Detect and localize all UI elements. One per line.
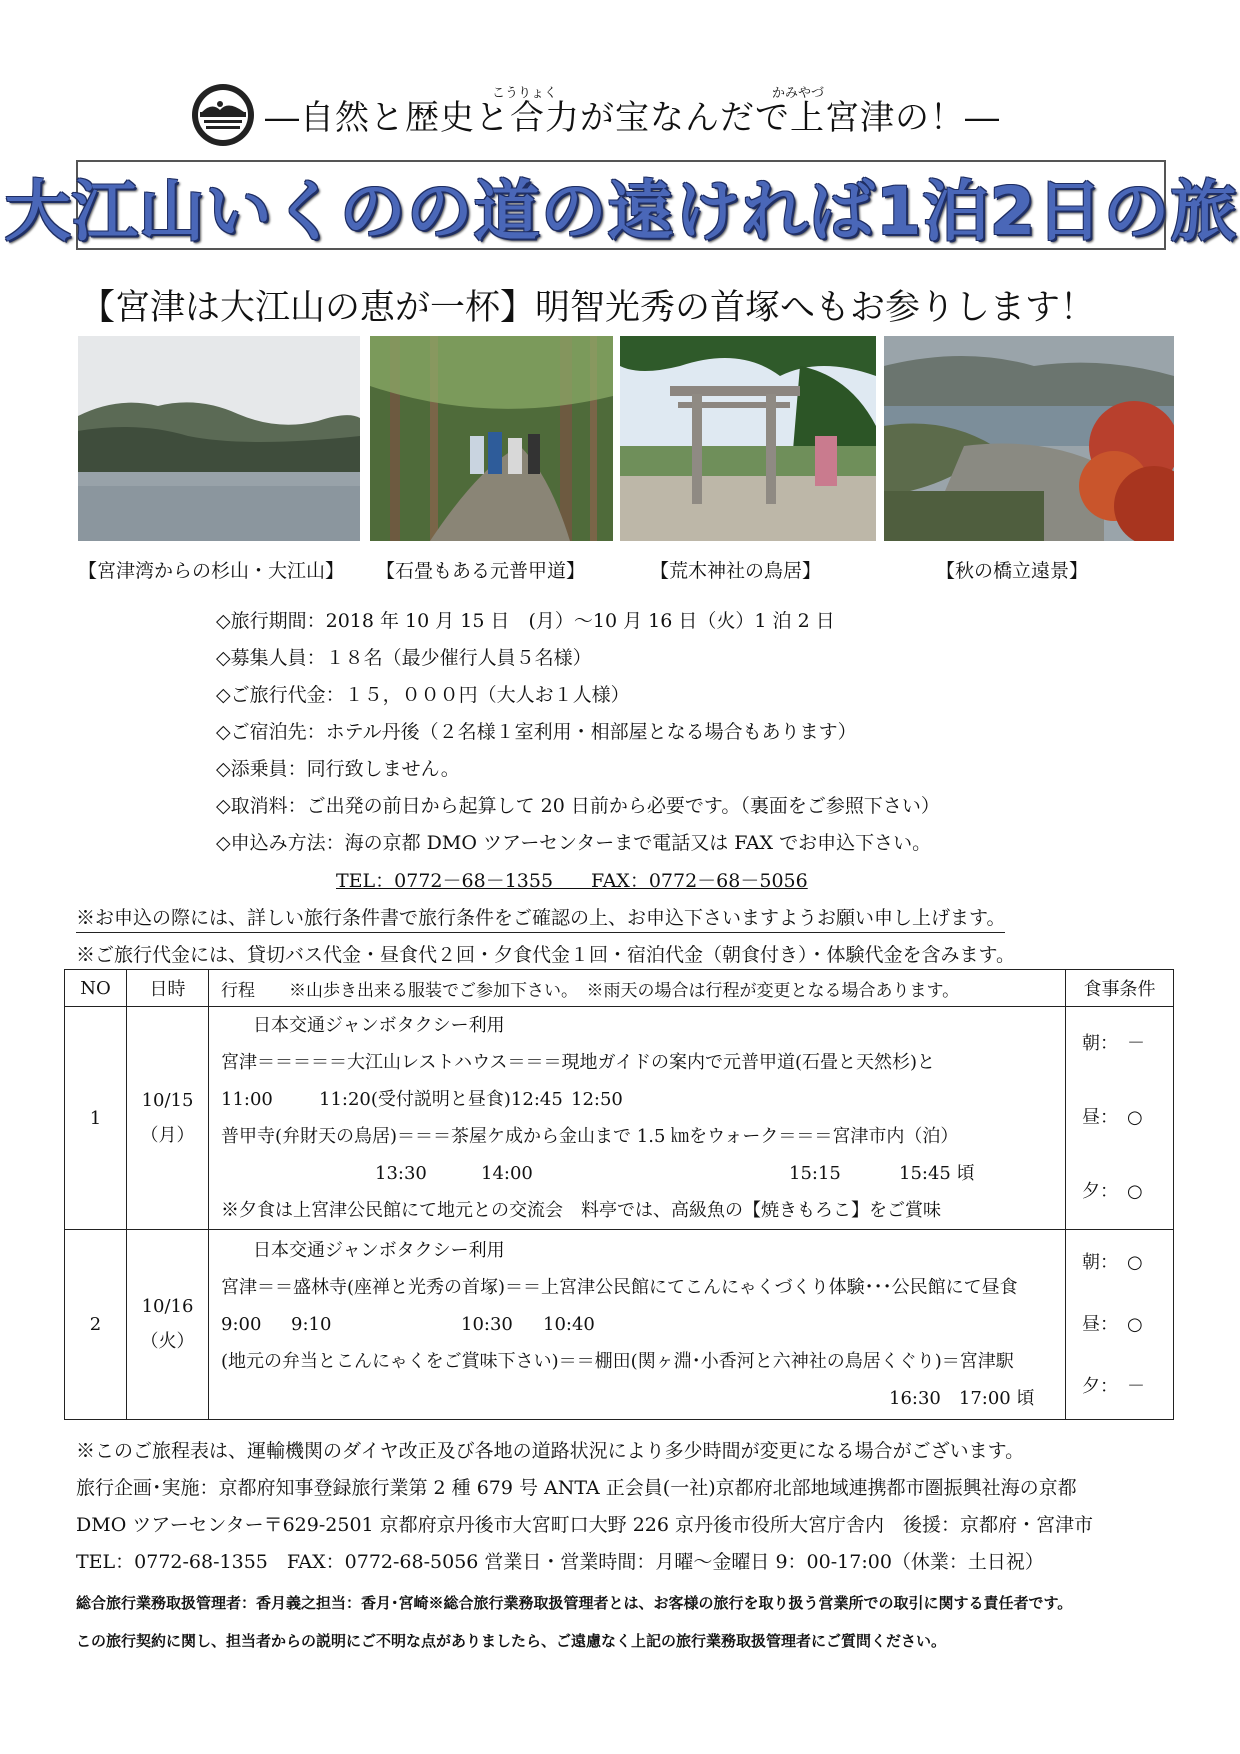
photo-caption-3: 【荒木神社の鳥居】 xyxy=(650,560,822,582)
time: 16:30 17:00 頃 xyxy=(889,1388,1035,1409)
schedule-times xyxy=(209,1380,1065,1417)
meal-lunch: 昼： ○ xyxy=(1082,1107,1143,1128)
row-number: 2 xyxy=(65,1230,127,1420)
furigana-kouryoku: こうりょく xyxy=(492,86,558,101)
photo-araki-shrine-torii xyxy=(620,336,876,541)
row-weekday: （月） xyxy=(140,1124,195,1146)
header-schedule: 行程 ※山歩き出来る服装でご参加下さい。 ※雨天の場合は行程が変更となる場合あります。 xyxy=(209,970,1066,1007)
time: 13:30 xyxy=(375,1163,427,1184)
meal-breakfast: 朝： ○ xyxy=(1082,1251,1143,1273)
schedule-route: (地元の弁当とこんにゃくをご賞味下さい)＝＝棚田(関ヶ淵･小香河と六神社の鳥居くぐり)＝宮津駅 xyxy=(221,1351,1014,1372)
note-application: ※お申込の際には、詳しい旅行条件書で旅行条件をご確認の上、お申込下さいますようお願い申し上げます。 xyxy=(76,903,1005,933)
row-number: 1 xyxy=(65,1007,127,1230)
schedule-route: 宮津＝＝＝＝＝大江山レストハウス＝＝＝現地ガイドの案内で元普甲道(石畳と天然杉)と xyxy=(221,1052,936,1073)
table-row xyxy=(65,1007,1174,1230)
row-schedule xyxy=(209,1007,1066,1230)
page-title: 大江山いくのの道の遠ければ1泊2日の旅 xyxy=(4,172,1238,250)
row-date-value: 10/15 xyxy=(141,1089,194,1111)
time: 9:00 xyxy=(221,1314,262,1335)
schedule-route: 普甲寺(弁財天の鳥居)＝＝＝茶屋ケ成から金山まで 1.5 ㎞をウォーク＝＝＝宮津市内（泊） xyxy=(221,1126,959,1147)
photo-caption-4: 【秋の橋立遠景】 xyxy=(936,560,1089,582)
footer-travel-manager: 総合旅行業務取扱管理者：香月義之担当：香月･宮崎※総合旅行業務取扱管理者とは、お客様の旅行を取り扱う営業所での取引に関する責任者です。 xyxy=(76,1594,1073,1612)
schedule-times xyxy=(209,1306,1065,1343)
detail-travel-period: ◇旅行期間：2018 年 10 月 15 日 (月）～10 月 16 日（火）1 泊 2 日 xyxy=(216,610,835,632)
photo-miyazu-bay xyxy=(78,336,360,541)
table-header-row xyxy=(65,970,1174,1007)
time: 11:20(受付説明と昼食)12:45 xyxy=(319,1089,563,1110)
time: 10:40 xyxy=(543,1314,595,1335)
schedule-times xyxy=(209,1081,1065,1118)
note-price-includes: ※ご旅行代金には、貸切バス代金・昼食代２回・夕食代金１回・宿泊代金（朝食付き）・体験代金を含みます。 xyxy=(76,944,1015,966)
schedule-route: 宮津＝＝盛林寺(座禅と光秀の首塚)＝＝上宮津公民館にてこんにゃくづくり体験･･･公民館にて昼食 xyxy=(221,1277,1018,1298)
photo-stone-path xyxy=(370,336,613,541)
footer-inquiry-note: この旅行契約に関し、担当者からの説明にご不明な点がありましたら、ご遠慮なく上記の旅行業務取扱管理者にご質問ください。 xyxy=(76,1632,947,1650)
detail-capacity: ◇募集人員：１８名（最少催行人員５名様） xyxy=(216,647,592,669)
time: 10:30 xyxy=(461,1314,513,1335)
footer-organizer: 旅行企画･実施：京都府知事登録旅行業第 2 種 679 号 ANTA 正会員(一社)京都府北部地域連携都市圏振興社海の京都 xyxy=(76,1477,1077,1499)
header-no: NO xyxy=(65,970,127,1007)
table-row xyxy=(65,1230,1174,1420)
detail-accommodation: ◇ご宿泊先：ホテル丹後（２名様１室利用・相部屋となる場合もあります） xyxy=(216,721,857,743)
meal-dinner: 夕： － xyxy=(1082,1375,1145,1397)
time: 15:45 頃 xyxy=(899,1163,975,1184)
subtitle: 【宮津は大江山の恵が一杯】明智光秀の首塚へもお参りします！ xyxy=(80,288,1096,328)
time: 12:50 xyxy=(571,1089,623,1110)
detail-cancellation: ◇取消料：ご出発の前日から起算して 20 日前から必要です。（裏面をご参照下さい） xyxy=(216,795,940,817)
detail-tour-conductor: ◇添乗員：同行致しません。 xyxy=(216,758,460,780)
detail-application-method: ◇申込み方法：海の京都 DMO ツアーセンターまで電話又は FAX でお申込下さい。 xyxy=(216,832,932,854)
furigana-kamiyazu: かみやづ xyxy=(772,86,825,101)
row-meals xyxy=(1066,1230,1174,1420)
time: 14:00 xyxy=(481,1163,533,1184)
detail-price: ◇ご旅行代金：１５，０００円（大人お１人様） xyxy=(216,684,630,706)
row-schedule xyxy=(209,1230,1066,1420)
schedule-transport: 日本交通ジャンボタクシー利用 xyxy=(253,1240,505,1261)
row-date-value: 10/16 xyxy=(141,1296,194,1317)
meal-breakfast: 朝： － xyxy=(1082,1033,1145,1054)
meal-dinner: 夕： ○ xyxy=(1082,1181,1143,1202)
row-weekday: （火） xyxy=(140,1331,195,1352)
organization-logo xyxy=(190,82,256,148)
time: 15:15 xyxy=(789,1163,841,1184)
footer-schedule-disclaimer: ※このご旅程表は、運輸機関のダイヤ改正及び各地の道路状況により多少時間が変更になる場合がございます。 xyxy=(76,1440,1025,1462)
time: 9:10 xyxy=(291,1314,332,1335)
itinerary-table xyxy=(64,969,1173,1420)
time: 11:00 xyxy=(221,1089,273,1110)
schedule-times xyxy=(209,1155,1065,1192)
photo-amanohashidate-autumn xyxy=(884,336,1174,541)
footer-address: DMO ツアーセンター〒629-2501 京都府京丹後市大宮町口大野 226 京丹後市役所大宮庁舎内 後援：京都府・宮津市 xyxy=(76,1514,1094,1536)
photo-caption-1: 【宮津湾からの杉山・大江山】 xyxy=(78,560,345,582)
header-date: 日時 xyxy=(127,970,209,1007)
row-meals xyxy=(1066,1007,1174,1230)
photo-caption-2: 【石畳もある元普甲道】 xyxy=(376,560,586,582)
schedule-note: ※夕食は上宮津公民館にて地元との交流会 料亭では、高級魚の【焼きもろこ】をご賞味 xyxy=(221,1200,941,1221)
footer-contact-hours: TEL：0772-68-1355 FAX：0772-68-5056 営業日・営業時間：月曜～金曜日 9：00-17:00（休業：土日祝） xyxy=(76,1551,1044,1573)
header-meals: 食事条件 xyxy=(1066,970,1174,1007)
tagline: ―自然と歴史と合力が宝なんだで上宮津の！― xyxy=(265,98,1000,138)
meal-lunch: 昼： ○ xyxy=(1082,1313,1143,1335)
schedule-transport: 日本交通ジャンボタクシー利用 xyxy=(253,1015,505,1036)
row-date xyxy=(127,1007,209,1230)
contact-phone-fax: TEL：0772－68－1355 FAX：0772－68－5056 xyxy=(336,870,808,892)
title-banner xyxy=(4,160,1238,250)
row-date xyxy=(127,1230,209,1420)
